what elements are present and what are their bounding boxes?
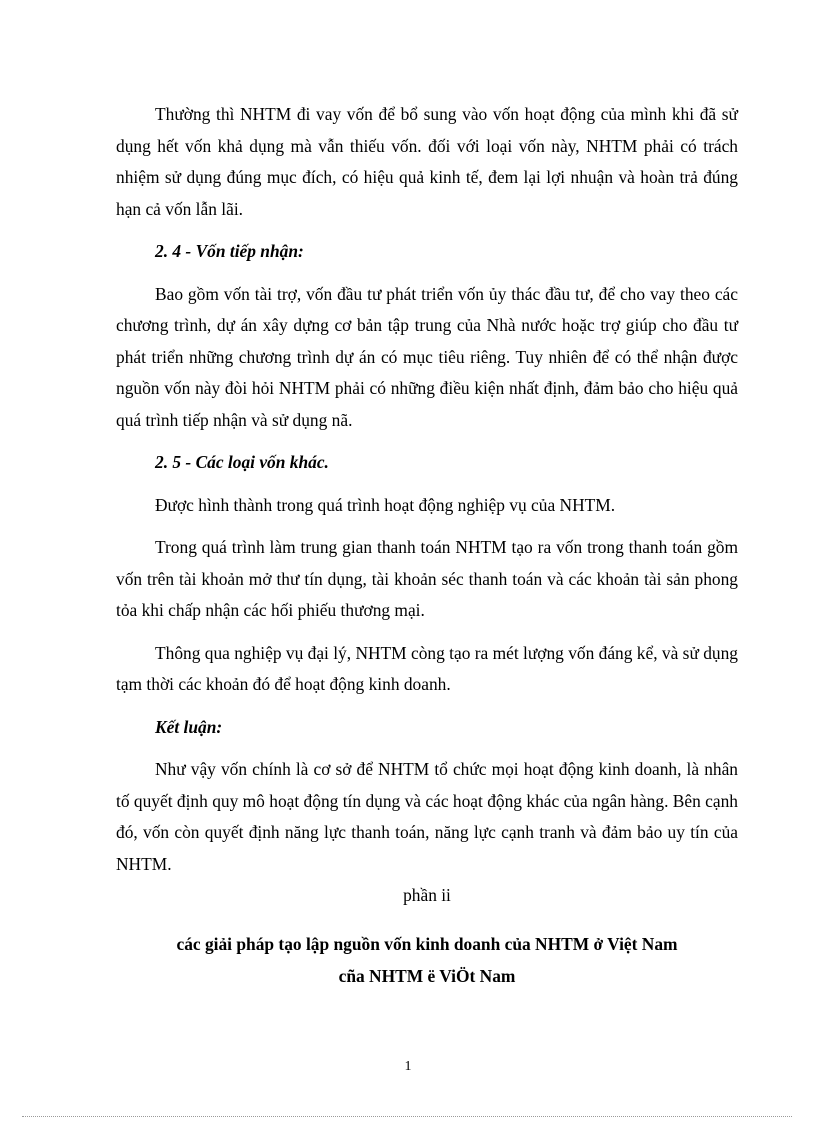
- page-number: 1: [404, 1059, 412, 1074]
- body-paragraph: Được hình thành trong quá trình hoạt động nghiệp vụ của NHTM.: [155, 494, 616, 515]
- part-label: phần ii: [403, 885, 451, 905]
- conclusion-heading: Kết luận:: [155, 716, 223, 737]
- page-bottom-divider: [22, 1116, 792, 1117]
- page-content: [116, 99, 738, 992]
- section-heading-2-5: 2. 5 - Các loại vốn khác.: [155, 452, 329, 472]
- body-paragraph: Bao gồm vốn tài trợ, vốn đầu tư phát triển vốn ủy thác đầu tư, để cho vay theo các chương trình, dự án xây dựng cơ bản tập trung của Nhà nước hoặc trợ giúp cho đầu tư phát triển những chương trình dự án có mục tiêu riêng. Tuy nhiên để có thể nhận được nguồn vốn này đòi hỏi NHTM phải có những điều kiện nhất định, đảm bảo cho hiệu quả quá trình tiếp nhận và sử dụng nã.: [116, 283, 738, 430]
- part-title-line-2: cña NHTM ë ViÖt Nam: [338, 965, 516, 986]
- body-paragraph: Thông qua nghiệp vụ đại lý, NHTM còng tạo ra mét lượng vốn đáng kể, và sử dụng tạm thời các khoản đó để hoạt động kinh doanh.: [116, 642, 738, 694]
- part-title-line-1: các giải pháp tạo lập nguồn vốn kinh doanh của NHTM ở Việt Nam: [176, 933, 678, 954]
- body-paragraph: Như vậy vốn chính là cơ sở để NHTM tổ chức mọi hoạt động kinh doanh, là nhân tố quyết định quy mô hoạt động tín dụng và các hoạt động khác của ngân hàng. Bên cạnh đó, vốn còn quyết định năng lực thanh toán, năng lực cạnh tranh và đảm bảo uy tín của NHTM.: [116, 759, 738, 874]
- body-paragraph: Trong quá trình làm trung gian thanh toán NHTM tạo ra vốn trong thanh toán gồm vốn trên tài khoản mở thư tín dụng, tài khoản séc thanh toán và các khoản tài sản phong tỏa khi chấp nhận các hối phiếu thương mại.: [116, 537, 738, 620]
- section-heading-2-4: 2. 4 - Vốn tiếp nhận:: [155, 241, 304, 261]
- body-paragraph: Thường thì NHTM đi vay vốn để bổ sung vào vốn hoạt động của mình khi đã sử dụng hết vốn khả dụng mà vẫn thiếu vốn. đối với loại vốn này, NHTM phải có trách nhiệm sử dụng đúng mục đích, có hiệu quả kinh tế, đem lại lợi nhuận và hoàn trả đúng hạn cả vốn lẫn lãi.: [116, 104, 738, 219]
